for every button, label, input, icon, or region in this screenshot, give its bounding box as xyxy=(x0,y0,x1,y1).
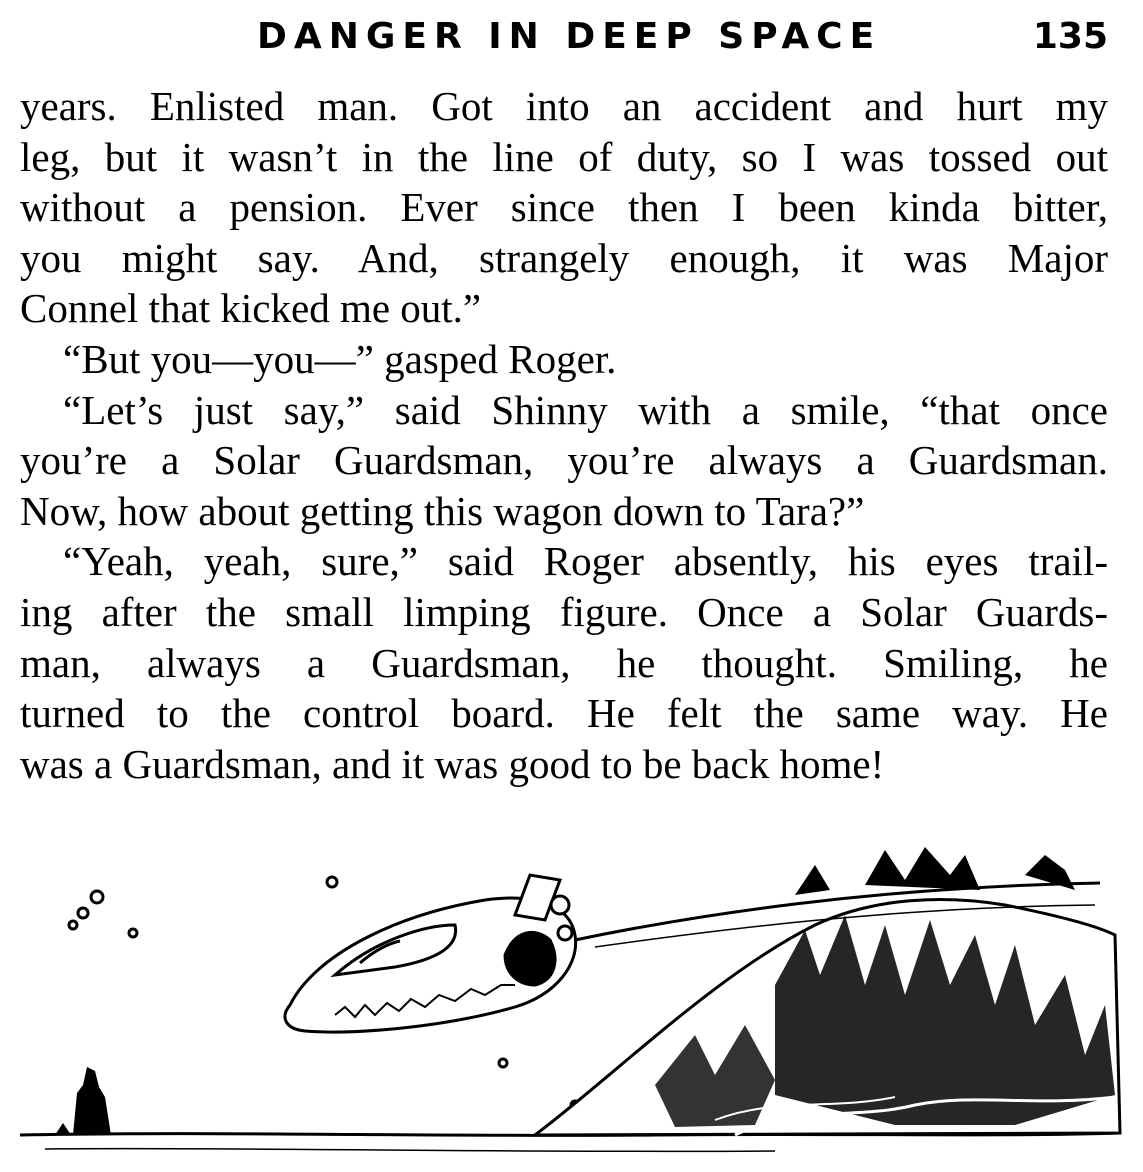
rocket-ship xyxy=(285,875,576,1032)
text-line: ing after the small limping figure. Once a Solar Guards- xyxy=(20,588,1108,635)
text-line: without a pension. Ever since then I been kinda bitter, xyxy=(20,184,1108,231)
text-line: years. Enlisted man. Got into an accident and hurt my xyxy=(20,83,1108,129)
text-line: man, always a Guardsman, he thought. Smiling, he xyxy=(20,639,1108,686)
text-line: was a Guardsman, and it was good to be back home! xyxy=(20,740,885,787)
text-line: you might say. And, strangely enough, it was Major xyxy=(20,234,1108,281)
rock-spire xyxy=(73,1067,111,1135)
running-title: DANGER IN DEEP SPACE xyxy=(257,16,882,57)
text-line: Now, how about getting this wagon down to Tara?” xyxy=(20,487,865,534)
running-head xyxy=(20,12,1108,62)
rock-mound xyxy=(535,847,1120,1135)
text-line: Connel that kicked me out.” xyxy=(20,285,482,332)
rocket-illustration xyxy=(15,835,1128,1165)
text-line: “Let’s just say,” said Shinny with a smile, “that once xyxy=(63,386,1108,433)
page-number: 135 xyxy=(1032,16,1108,57)
text-line: “Yeah, yeah, sure,” said Roger absently, his eyes trail- xyxy=(63,538,1108,585)
text-line: turned to the control board. He felt the same way. He xyxy=(20,690,1108,737)
body-text xyxy=(20,81,1108,789)
text-line: you’re a Solar Guardsman, you’re always a Guardsman. xyxy=(20,437,1108,484)
text-line: “But you—you—” gasped Roger. xyxy=(63,335,617,382)
text-line: leg, but it wasn’t in the line of duty, so I was tossed out xyxy=(20,133,1108,180)
